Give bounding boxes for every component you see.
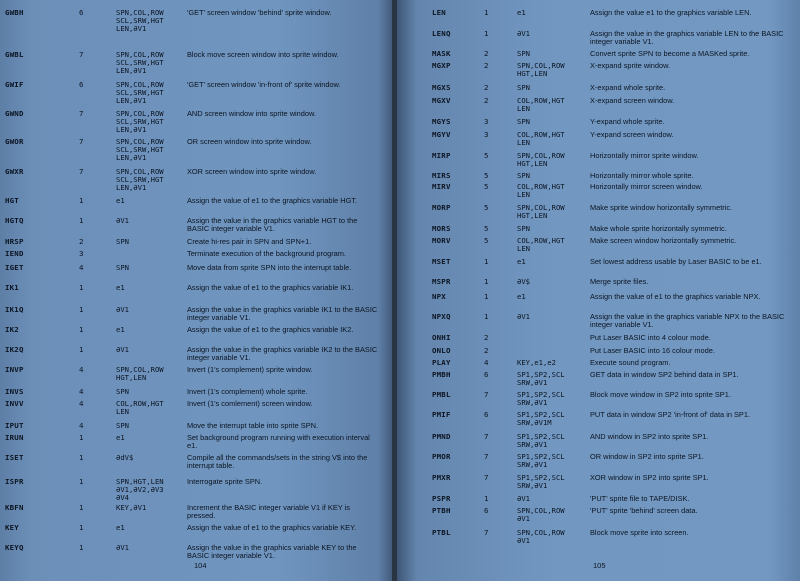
command-description: Assign the value in the graphics variable IK1 to the BASIC integer variable V1. xyxy=(187,305,378,323)
command-code: 1 xyxy=(79,543,84,552)
command-description: Invert (1's complement) sprite window. xyxy=(187,365,313,374)
command-code: 1 xyxy=(79,345,84,354)
command-description: Assign the value of e1 to the graphics variable NPX. xyxy=(590,292,761,301)
command-code: 2 xyxy=(484,346,489,355)
command-description: Move data from sprite SPN into the interrupt table. xyxy=(187,263,352,272)
command-description: OR window in SP2 into sprite SP1. xyxy=(590,452,704,461)
command-keyword: MSET xyxy=(432,257,451,266)
command-arguments: SP1,SP2,SCL SRW,ƏV1 xyxy=(517,473,565,491)
command-keyword: MGXS xyxy=(432,83,451,92)
command-description: Assign the value in the graphics variable LEN to the BASIC integer variable V1. xyxy=(590,29,784,47)
command-keyword: PMXR xyxy=(432,473,451,482)
command-arguments: COL,ROW,HGT LEN xyxy=(116,399,164,417)
command-arguments: SPN,COL,ROW SCL,SRW,HGT LEN,ƏV1 xyxy=(116,8,164,34)
command-arguments: ƏV1 xyxy=(116,305,129,314)
command-keyword: MORS xyxy=(432,224,451,233)
command-arguments: SPN xyxy=(116,263,129,272)
command-arguments: COL,ROW,HGT LEN xyxy=(517,96,565,114)
command-keyword: KEY xyxy=(5,523,19,532)
command-keyword: IK1 xyxy=(5,283,19,292)
command-arguments: COL,ROW,HGT LEN xyxy=(517,236,565,254)
command-code: 1 xyxy=(79,305,84,314)
command-keyword: ISET xyxy=(5,453,24,462)
command-description: Make whole sprite horizontally symmetric. xyxy=(590,224,727,233)
command-description: Make screen window horizontally symmetric. xyxy=(590,236,737,245)
command-code: 6 xyxy=(484,506,489,515)
command-description: PUT data in window SP2 'in-front of' data in SP1. xyxy=(590,410,751,419)
command-keyword: MGYV xyxy=(432,130,451,139)
command-arguments: SPN,COL,ROW SCL,SRW,HGT LEN,ƏV1 xyxy=(116,80,164,106)
command-keyword: MGXP xyxy=(432,61,451,70)
command-code: 6 xyxy=(79,80,84,89)
command-arguments: e1 xyxy=(116,283,125,292)
command-code: 3 xyxy=(79,249,84,258)
command-code: 4 xyxy=(79,387,84,396)
command-code: 4 xyxy=(79,263,84,272)
command-keyword: MASK xyxy=(432,49,451,58)
command-arguments: SPN,COL,ROW SCL,SRW,HGT LEN,ƏV1 xyxy=(116,109,164,135)
command-keyword: NPXQ xyxy=(432,312,451,321)
command-keyword: MSPR xyxy=(432,277,451,286)
command-keyword: GWND xyxy=(5,109,24,118)
command-keyword: MIRP xyxy=(432,151,451,160)
command-arguments: SPN,COL,ROW HGT,LEN xyxy=(517,203,565,221)
command-keyword: INVV xyxy=(5,399,24,408)
command-arguments: SP1,SP2,SCL SRW,ƏV1 xyxy=(517,370,565,388)
command-description: Block move screen window into sprite window. xyxy=(187,50,339,59)
command-arguments: SP1,SP2,SCL SRW,ƏV1 xyxy=(517,390,565,408)
command-arguments: SPN xyxy=(517,171,530,180)
command-keyword: IGET xyxy=(5,263,24,272)
command-description: AND screen window into sprite window. xyxy=(187,109,316,118)
command-keyword: GWOR xyxy=(5,137,24,146)
command-keyword: ONHI xyxy=(432,333,451,342)
command-code: 3 xyxy=(484,117,489,126)
command-description: Block move sprite into screen. xyxy=(590,528,689,537)
command-code: 2 xyxy=(484,83,489,92)
command-description: Convert sprite SPN to become a MASKed sprite. xyxy=(590,49,750,58)
command-code: 1 xyxy=(79,283,84,292)
command-arguments: SPN,COL,ROW SCL,SRW,HGT LEN,ƏV1 xyxy=(116,137,164,163)
command-keyword: ISPR xyxy=(5,477,24,486)
command-arguments: ƏdV$ xyxy=(116,453,134,462)
command-code: 2 xyxy=(484,61,489,70)
command-description: Execute sound program. xyxy=(590,358,671,367)
command-keyword: PTBL xyxy=(432,528,451,537)
command-description: Assign the value in the graphics variable KEY to the BASIC integer variable V1. xyxy=(187,543,357,561)
page-number: 104 xyxy=(194,561,207,570)
command-description: Horizontally mirror whole sprite. xyxy=(590,171,694,180)
command-arguments: e1 xyxy=(116,433,125,442)
command-description: Invert (1's comlement) screen window. xyxy=(187,399,313,408)
command-arguments: ƏV1 xyxy=(116,216,129,225)
command-description: Assign the value in the graphics variable NPX to the BASIC integer variable V1. xyxy=(590,312,785,330)
command-arguments: COL,ROW,HGT LEN xyxy=(517,182,565,200)
command-arguments: SPN xyxy=(517,83,530,92)
command-arguments: SPN,HGT,LEN ƏV1,ƏV2,ƏV3 ƏV4 xyxy=(116,477,164,503)
command-arguments: e1 xyxy=(116,523,125,532)
command-code: 2 xyxy=(484,96,489,105)
command-arguments: SPN xyxy=(116,237,129,246)
command-description: Merge sprite files. xyxy=(590,277,649,286)
command-code: 7 xyxy=(79,50,84,59)
command-code: 1 xyxy=(79,325,84,334)
command-code: 7 xyxy=(79,109,84,118)
command-description: Assign the value of e1 to the graphics variable KEY. xyxy=(187,523,357,532)
command-code: 5 xyxy=(484,224,489,233)
command-code: 1 xyxy=(484,494,489,503)
command-code: 1 xyxy=(79,196,84,205)
command-keyword: GWBL xyxy=(5,50,24,59)
command-arguments: ƏV1 xyxy=(517,494,530,503)
command-code: 7 xyxy=(484,432,489,441)
command-arguments: SPN,COL,ROW SCL,SRW,HGT LEN,ƏV1 xyxy=(116,50,164,76)
command-description: 'PUT' sprite file to TAPE/DISK. xyxy=(590,494,690,503)
command-description: AND window in SP2 into sprite SP1. xyxy=(590,432,709,441)
command-code: 7 xyxy=(79,137,84,146)
command-keyword: IPUT xyxy=(5,421,24,430)
command-keyword: GWXR xyxy=(5,167,24,176)
command-keyword: PSPR xyxy=(432,494,451,503)
command-code: 5 xyxy=(484,203,489,212)
command-description: Compile all the commands/sets in the string V$ into the interrupt table. xyxy=(187,453,368,471)
command-code: 4 xyxy=(79,421,84,430)
command-keyword: INVP xyxy=(5,365,24,374)
command-arguments: ƏV1 xyxy=(116,543,129,552)
command-description: Invert (1's complement) whole sprite. xyxy=(187,387,308,396)
command-code: 4 xyxy=(79,365,84,374)
command-code: 1 xyxy=(79,503,84,512)
command-description: Put Laser BASIC into 16 colour mode. xyxy=(590,346,715,355)
command-arguments: SPN,COL,ROW SCL,SRW,HGT LEN,ƏV1 xyxy=(116,167,164,193)
command-description: Horizontally mirror sprite window. xyxy=(590,151,699,160)
command-arguments: COL,ROW,HGT LEN xyxy=(517,130,565,148)
command-keyword: HGTQ xyxy=(5,216,24,225)
command-arguments: ƏV$ xyxy=(517,277,530,286)
command-description: XOR window in SP2 into sprite SP1. xyxy=(590,473,709,482)
command-code: 7 xyxy=(484,473,489,482)
command-code: 7 xyxy=(484,452,489,461)
command-arguments: e1 xyxy=(116,196,125,205)
command-arguments: ƏV1 xyxy=(116,345,129,354)
command-keyword: IEND xyxy=(5,249,24,258)
command-keyword: MORV xyxy=(432,236,451,245)
command-description: Assign the value e1 to the graphics variable LEN. xyxy=(590,8,752,17)
command-keyword: IK2 xyxy=(5,325,19,334)
command-keyword: GWBH xyxy=(5,8,24,17)
command-arguments: SPN xyxy=(517,224,530,233)
command-keyword: PMND xyxy=(432,432,451,441)
command-keyword: MIRS xyxy=(432,171,451,180)
command-code: 1 xyxy=(484,8,489,17)
command-code: 1 xyxy=(484,277,489,286)
command-arguments: SP1,SP2,SCL SRW,ƏV1 xyxy=(517,432,565,450)
command-description: 'GET' screen window 'in-front of' sprite window. xyxy=(187,80,341,89)
command-description: Create hi-res pair in SPN and SPN+1. xyxy=(187,237,312,246)
command-description: X-expand screen window. xyxy=(590,96,675,105)
command-code: 1 xyxy=(79,433,84,442)
command-arguments: KEY,ƏV1 xyxy=(116,503,147,512)
command-keyword: HGT xyxy=(5,196,19,205)
command-keyword: IK2Q xyxy=(5,345,24,354)
command-code: 1 xyxy=(79,523,84,532)
command-description: Y-expand whole sprite. xyxy=(590,117,665,126)
command-description: Increment the BASIC integer variable V1 if KEY is pressed. xyxy=(187,503,350,521)
command-description: X-expand whole sprite. xyxy=(590,83,666,92)
command-keyword: MGXV xyxy=(432,96,451,105)
command-description: GET data in window SP2 behind data in SP1. xyxy=(590,370,739,379)
command-description: Terminate execution of the background program. xyxy=(187,249,346,258)
command-keyword: MORP xyxy=(432,203,451,212)
command-arguments: SPN,COL,ROW ƏV1 xyxy=(517,506,565,524)
command-arguments: SPN,COL,ROW HGT,LEN xyxy=(517,151,565,169)
command-code: 5 xyxy=(484,236,489,245)
command-code: 4 xyxy=(79,399,84,408)
command-keyword: PMBL xyxy=(432,390,451,399)
command-code: 5 xyxy=(484,171,489,180)
command-description: 'GET' screen window 'behind' sprite window. xyxy=(187,8,332,17)
command-arguments: SPN,COL,ROW HGT,LEN xyxy=(517,61,565,79)
left-page xyxy=(0,0,394,581)
command-description: Assign the value of e1 to the graphics variable IK2. xyxy=(187,325,354,334)
command-keyword: ONLO xyxy=(432,346,451,355)
command-keyword: GWIF xyxy=(5,80,24,89)
command-keyword: HRSP xyxy=(5,237,24,246)
command-description: X-expand sprite window. xyxy=(590,61,671,70)
command-code: 5 xyxy=(484,182,489,191)
command-description: OR screen window into sprite window. xyxy=(187,137,312,146)
command-description: Assign the value in the graphics variable IK2 to the BASIC integer variable V1. xyxy=(187,345,378,363)
command-code: 7 xyxy=(79,167,84,176)
command-keyword: PMOR xyxy=(432,452,451,461)
command-description: Interrogate sprite SPN. xyxy=(187,477,263,486)
command-arguments: e1 xyxy=(517,8,526,17)
command-keyword: PLAY xyxy=(432,358,451,367)
command-code: 1 xyxy=(79,453,84,462)
command-description: Horizontally mirror screen window. xyxy=(590,182,703,191)
command-description: Y-expand screen window. xyxy=(590,130,674,139)
command-description: Set lowest address usable by Laser BASIC to be e1. xyxy=(590,257,762,266)
command-code: 4 xyxy=(484,358,489,367)
command-code: 7 xyxy=(484,390,489,399)
command-arguments: SPN xyxy=(116,387,129,396)
command-description: 'PUT' sprite 'behind' screen data. xyxy=(590,506,698,515)
command-arguments: SPN,COL,ROW ƏV1 xyxy=(517,528,565,546)
page-number: 105 xyxy=(593,561,606,570)
command-arguments: SP1,SP2,SCL SRW,ƏV1M xyxy=(517,410,565,428)
command-arguments: e1 xyxy=(116,325,125,334)
command-code: 2 xyxy=(484,49,489,58)
command-keyword: KBFN xyxy=(5,503,24,512)
command-code: 3 xyxy=(484,130,489,139)
command-keyword: PMIF xyxy=(432,410,451,419)
command-code: 1 xyxy=(484,257,489,266)
command-description: Block move window in SP2 into sprite SP1. xyxy=(590,390,731,399)
command-keyword: MGYS xyxy=(432,117,451,126)
command-keyword: LEN xyxy=(432,8,446,17)
command-code: 1 xyxy=(79,216,84,225)
command-description: Set background program running with execution interval e1. xyxy=(187,433,370,451)
command-keyword: IK1Q xyxy=(5,305,24,314)
command-code: 1 xyxy=(79,477,84,486)
command-arguments: SPN xyxy=(116,421,129,430)
command-description: Assign the value of e1 to the graphics variable IK1. xyxy=(187,283,354,292)
command-code: 1 xyxy=(484,29,489,38)
command-code: 1 xyxy=(484,312,489,321)
command-description: XOR screen window into sprite window. xyxy=(187,167,317,176)
command-keyword: NPX xyxy=(432,292,446,301)
command-code: 6 xyxy=(79,8,84,17)
command-arguments: SPN xyxy=(517,49,530,58)
command-code: 6 xyxy=(484,410,489,419)
command-code: 2 xyxy=(79,237,84,246)
command-description: Make sprite window horizontally symmetric. xyxy=(590,203,733,212)
right-page xyxy=(397,0,800,581)
command-code: 6 xyxy=(484,370,489,379)
command-keyword: LENQ xyxy=(432,29,451,38)
command-arguments: KEY,e1,e2 xyxy=(517,358,556,367)
command-arguments: e1 xyxy=(517,292,526,301)
command-arguments: ƏV1 xyxy=(517,312,530,321)
command-keyword: INVS xyxy=(5,387,24,396)
command-keyword: PMBH xyxy=(432,370,451,379)
command-arguments: SPN,COL,ROW HGT,LEN xyxy=(116,365,164,383)
command-description: Put Laser BASIC into 4 colour mode. xyxy=(590,333,711,342)
command-code: 5 xyxy=(484,151,489,160)
command-arguments: SPN xyxy=(517,117,530,126)
command-description: Assign the value in the graphics variable HGT to the BASIC integer variable V1. xyxy=(187,216,358,234)
command-arguments: ƏV1 xyxy=(517,29,530,38)
command-description: Move the interrupt table into sprite SPN. xyxy=(187,421,319,430)
command-keyword: IRUN xyxy=(5,433,24,442)
command-code: 2 xyxy=(484,333,489,342)
command-keyword: PTBH xyxy=(432,506,451,515)
command-code: 7 xyxy=(484,528,489,537)
command-description: Assign the value of e1 to the graphics variable HGT. xyxy=(187,196,358,205)
command-code: 1 xyxy=(484,292,489,301)
command-arguments: SP1,SP2,SCL SRW,ƏV1 xyxy=(517,452,565,470)
command-keyword: KEYQ xyxy=(5,543,24,552)
command-keyword: MIRV xyxy=(432,182,451,191)
command-arguments: e1 xyxy=(517,257,526,266)
